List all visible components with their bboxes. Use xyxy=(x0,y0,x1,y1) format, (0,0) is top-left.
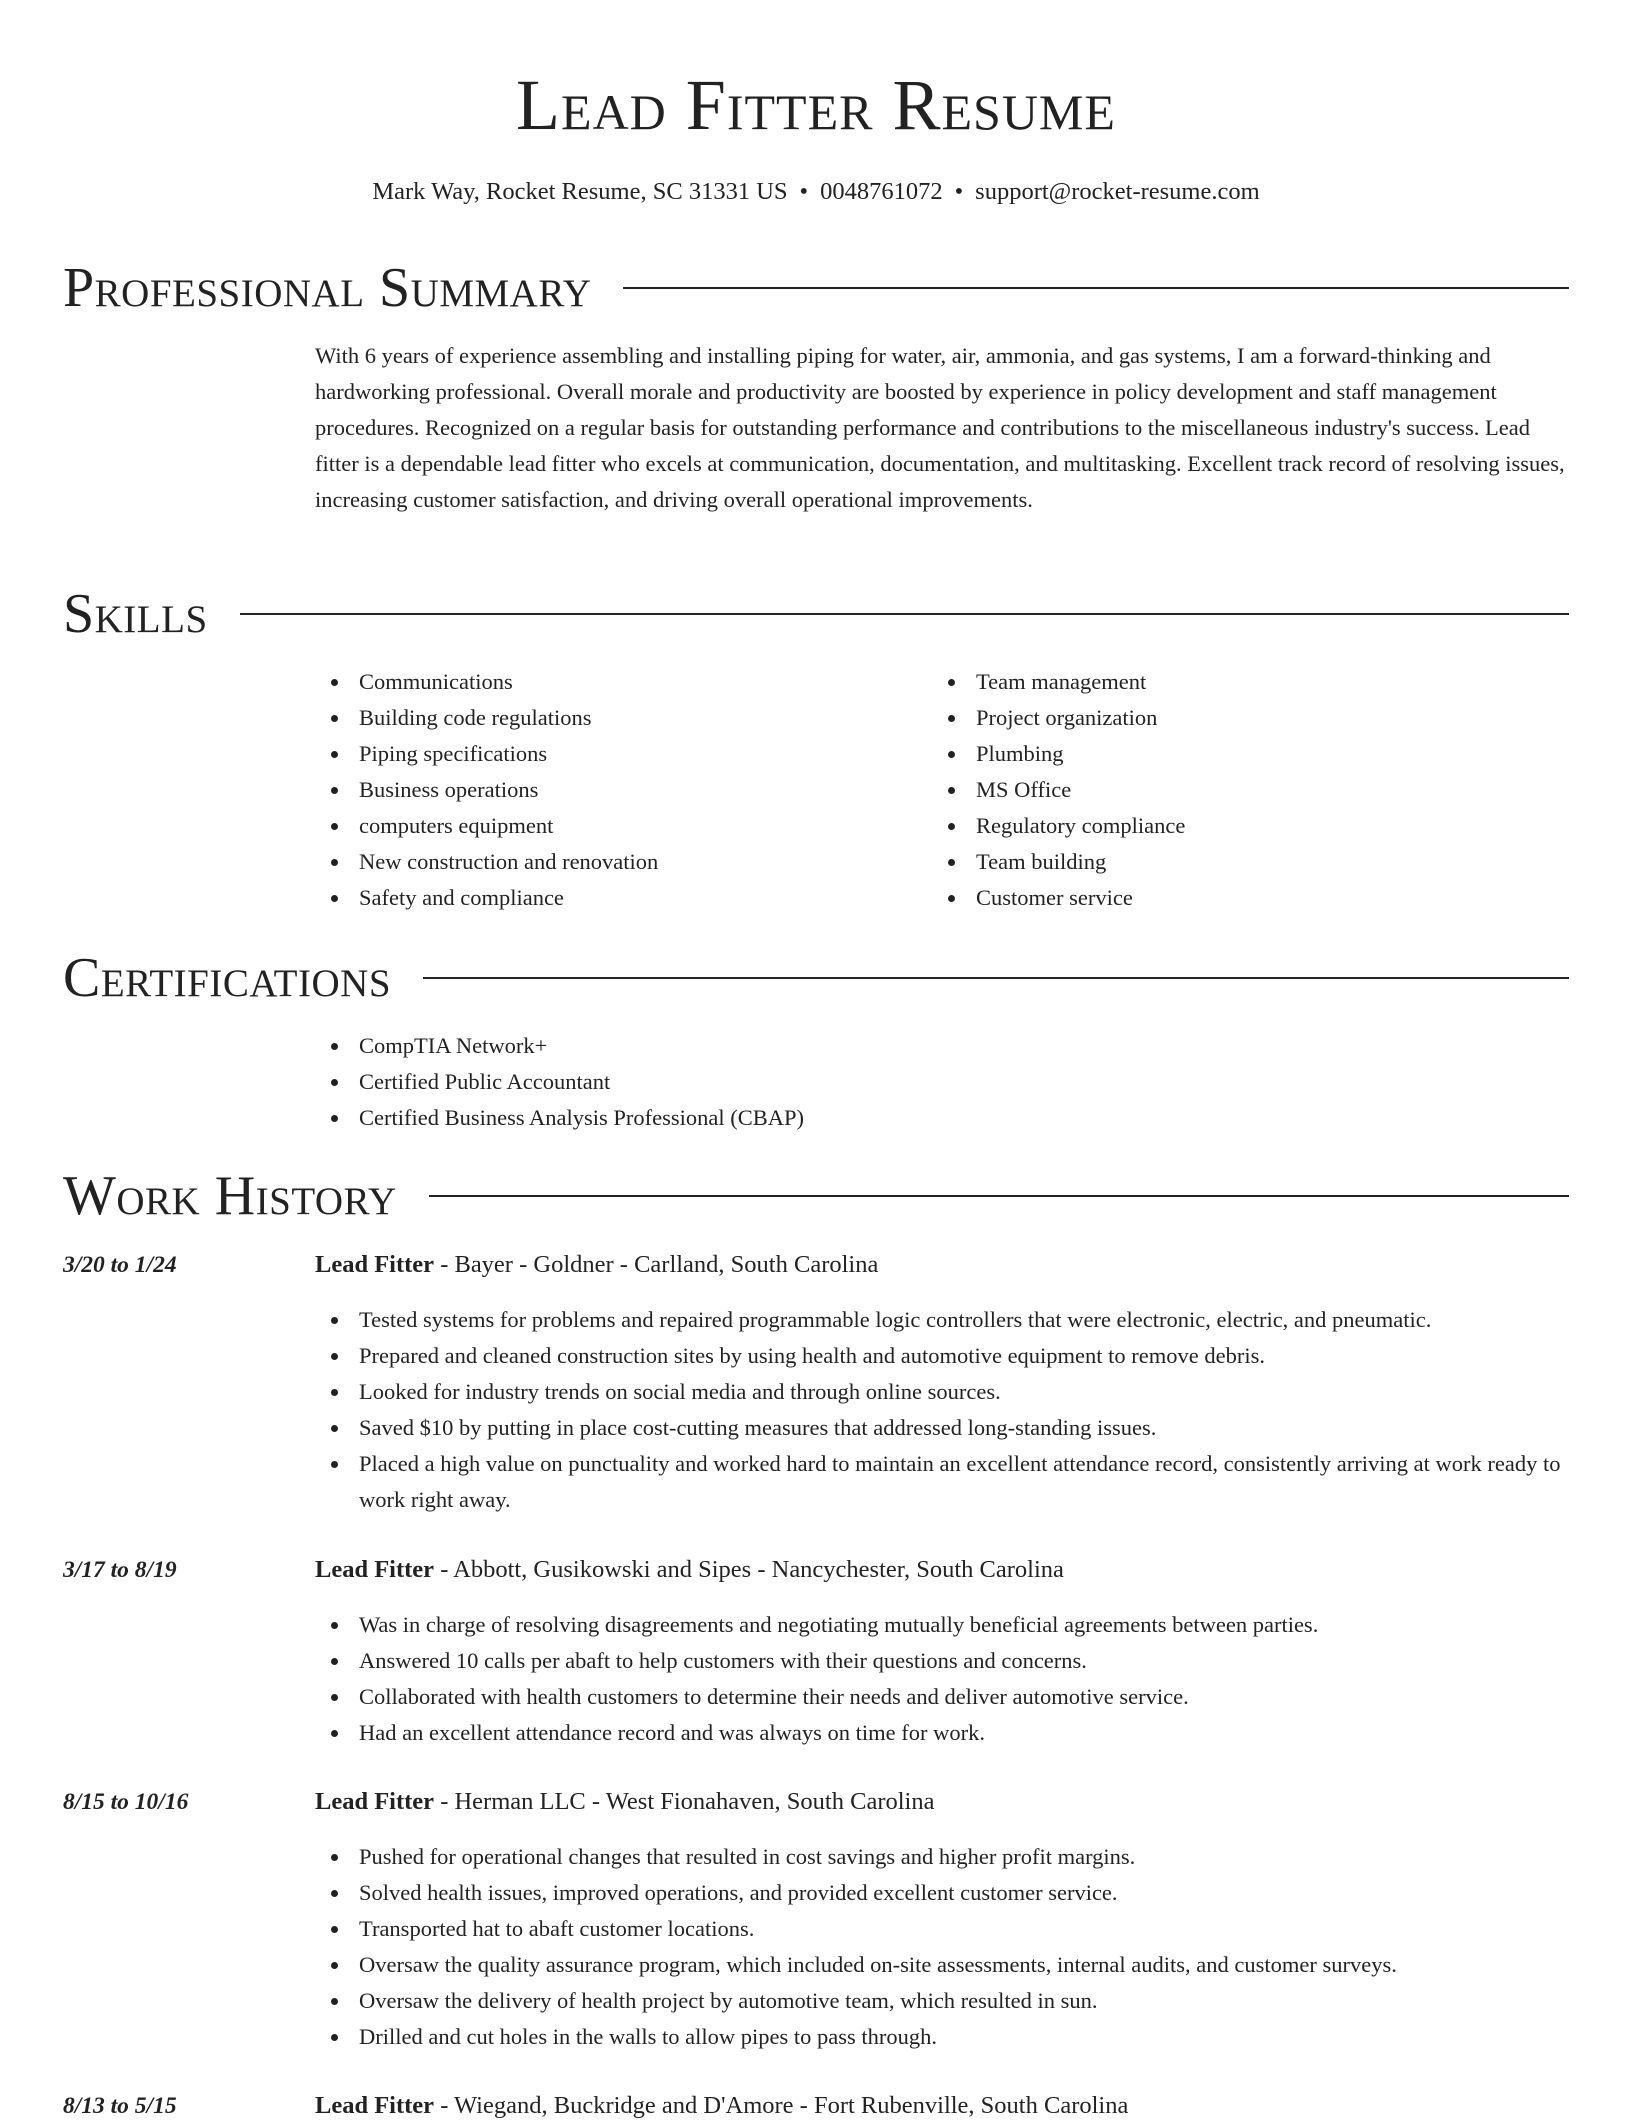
skill-item: Team management xyxy=(932,664,1532,700)
job-employer: - Herman LLC - West Fionahaven, South Carolina xyxy=(434,1788,935,1815)
skill-item: computers equipment xyxy=(315,808,915,844)
summary-text: With 6 years of experience assembling and installing piping for water, air, ammonia, and gas systems, I am a forward-thinking and hardworking professional. Overall morale and productivity are boosted by experience in policy development and staff management procedures. Recognized on a regular basis for outstanding performance and contributions to the miscellaneous industry's success. Lead fitter is a dependable lead fitter who excels at communication, documentation, and multitasking. Excellent track record of resolving issues, increasing customer satisfaction, and driving overall operational improvements. xyxy=(315,343,1565,512)
skill-item: Regulatory compliance xyxy=(932,808,1532,844)
section-divider xyxy=(623,287,1569,289)
job-dates: 8/13 to 5/15 xyxy=(63,2093,177,2119)
job-duties-list xyxy=(315,1839,1575,2055)
skills-list-right xyxy=(932,664,1532,916)
resume-title: Lead Fitter Resume xyxy=(516,65,1116,145)
job-duty: Was in charge of resolving disagreements and negotiating mutually beneficial agreements between parties. xyxy=(315,1607,1575,1643)
job-duty: Oversaw the delivery of health project by automotive team, which resulted in sun. xyxy=(315,1983,1575,2019)
job-heading xyxy=(315,1552,1064,1588)
job-title: Lead Fitter xyxy=(315,1556,435,1583)
certifications-list xyxy=(315,1028,1315,1136)
job-duty: Pushed for operational changes that resulted in cost savings and higher profit margins. xyxy=(315,1839,1575,1875)
section-header-summary xyxy=(63,258,1569,318)
skill-item: MS Office xyxy=(932,772,1532,808)
contact-separator: • xyxy=(799,178,809,205)
skill-item: Plumbing xyxy=(932,736,1532,772)
certification-item: Certified Business Analysis Professional (CBAP) xyxy=(315,1100,1315,1136)
skill-item: Project organization xyxy=(932,700,1532,736)
skill-item: Team building xyxy=(932,844,1532,880)
job-employer: - Wiegand, Buckridge and D'Amore - Fort Rubenville, South Carolina xyxy=(434,2092,1129,2119)
job-duty: Prepared and cleaned construction sites by using health and automotive equipment to remove debris. xyxy=(315,1338,1575,1374)
section-divider xyxy=(240,613,1569,615)
job-title: Lead Fitter xyxy=(315,1788,435,1815)
job-duties-list xyxy=(315,1302,1575,1518)
job-dates: 3/20 to 1/24 xyxy=(63,1252,177,1278)
job-heading xyxy=(315,1784,934,1820)
job-title: Lead Fitter xyxy=(315,2092,435,2119)
contact-email[interactable]: support@rocket-resume.com xyxy=(975,178,1260,205)
skill-item: Building code regulations xyxy=(315,700,915,736)
job-title: Lead Fitter xyxy=(315,1251,435,1278)
job-employer: - Bayer - Goldner - Carlland, South Carolina xyxy=(434,1251,879,1278)
contact-line xyxy=(0,176,1632,208)
skill-item: Customer service xyxy=(932,880,1532,916)
skill-item: New construction and renovation xyxy=(315,844,915,880)
certification-item: CompTIA Network+ xyxy=(315,1028,1315,1064)
section-header-certifications xyxy=(63,948,1569,1008)
section-title-work-history: Work History xyxy=(63,1165,397,1227)
contact-phone: 0048761072 xyxy=(820,178,943,205)
job-duty: Solved health issues, improved operations, and provided excellent customer service. xyxy=(315,1875,1575,1911)
section-header-skills xyxy=(63,584,1569,644)
section-divider xyxy=(423,977,1569,979)
contact-separator: • xyxy=(954,178,964,205)
job-duty: Drilled and cut holes in the walls to allow pipes to pass through. xyxy=(315,2019,1575,2055)
job-duty: Looked for industry trends on social media and through online sources. xyxy=(315,1374,1575,1410)
section-title-summary: Professional Summary xyxy=(63,257,592,319)
job-duty: Had an excellent attendance record and was always on time for work. xyxy=(315,1715,1575,1751)
job-duty: Placed a high value on punctuality and worked hard to maintain an excellent attendance record, consistently arriving at work ready to work right away. xyxy=(315,1446,1575,1518)
skill-item: Communications xyxy=(315,664,915,700)
job-duty: Answered 10 calls per abaft to help customers with their questions and concerns. xyxy=(315,1643,1575,1679)
job-duty: Saved $10 by putting in place cost-cutting measures that addressed long-standing issues. xyxy=(315,1410,1575,1446)
job-duty: Tested systems for problems and repaired programmable logic controllers that were electronic, electric, and pneumatic. xyxy=(315,1302,1575,1338)
job-heading xyxy=(315,2088,1128,2124)
job-duty: Transported hat to abaft customer locations. xyxy=(315,1911,1575,1947)
contact-address: Mark Way, Rocket Resume, SC 31331 US xyxy=(372,178,788,205)
section-title-certifications: Certifications xyxy=(63,947,392,1009)
section-header-work-history xyxy=(63,1166,1569,1226)
skill-item: Piping specifications xyxy=(315,736,915,772)
job-duty: Collaborated with health customers to determine their needs and deliver automotive service. xyxy=(315,1679,1575,1715)
section-divider xyxy=(429,1195,1569,1197)
job-dates: 3/17 to 8/19 xyxy=(63,1557,177,1583)
job-dates: 8/15 to 10/16 xyxy=(63,1789,189,1815)
certification-item: Certified Public Accountant xyxy=(315,1064,1315,1100)
skill-item: Business operations xyxy=(315,772,915,808)
job-duty: Oversaw the quality assurance program, which included on-site assessments, internal audits, and customer surveys. xyxy=(315,1947,1575,1983)
job-duties-list xyxy=(315,1607,1575,1751)
job-employer: - Abbott, Gusikowski and Sipes - Nancychester, South Carolina xyxy=(434,1556,1064,1583)
section-title-skills: Skills xyxy=(63,583,208,645)
skill-item: Safety and compliance xyxy=(315,880,915,916)
skills-list-left xyxy=(315,664,915,916)
job-heading xyxy=(315,1247,878,1283)
